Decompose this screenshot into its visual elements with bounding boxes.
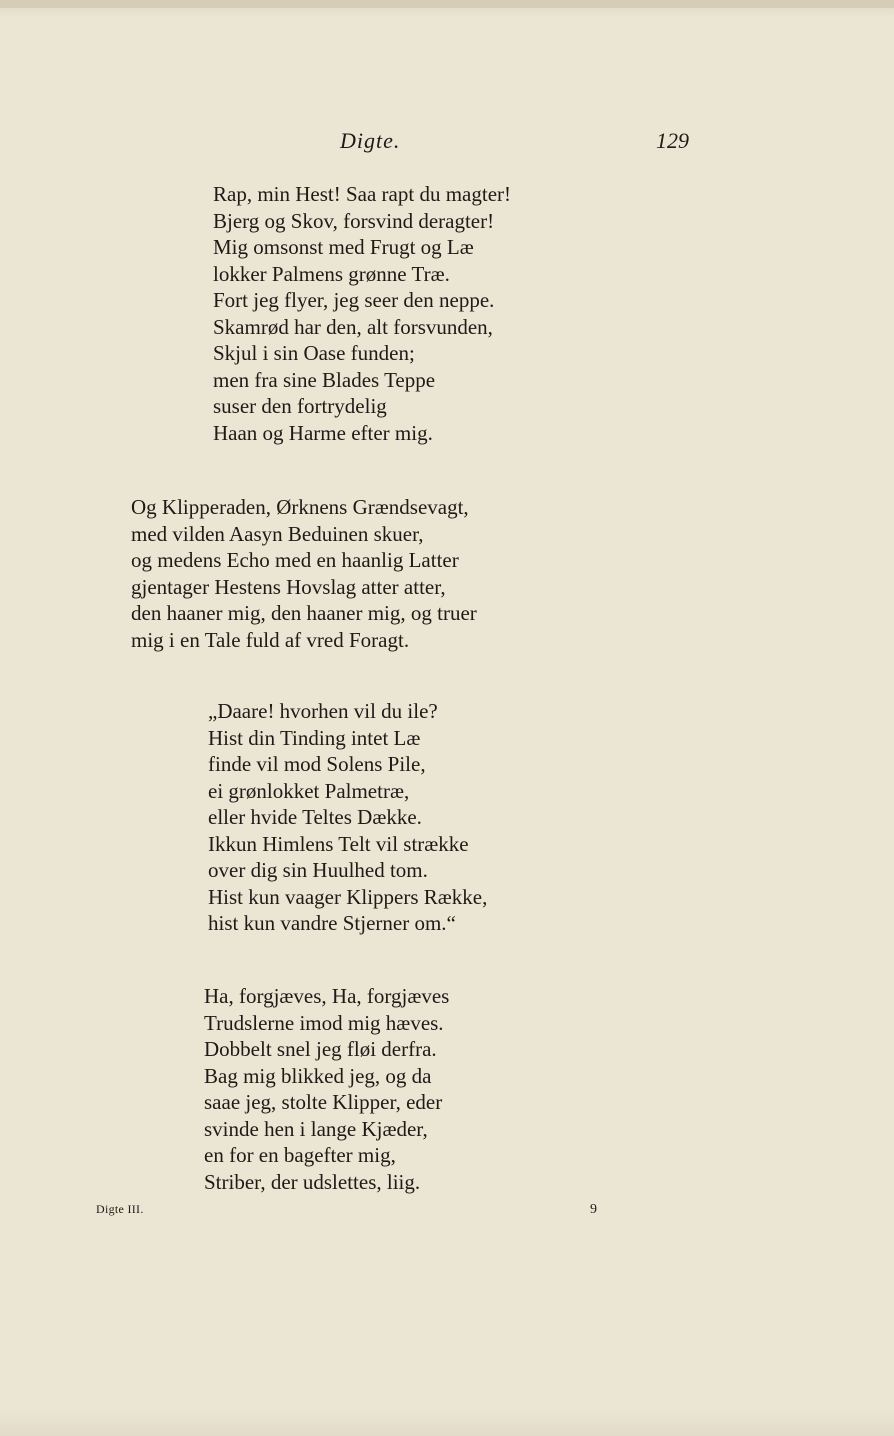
poem-line: Og Klipperaden, Ørknens Grændsevagt, bbox=[131, 495, 469, 519]
poem-line: Haan og Harme efter mig. bbox=[213, 420, 433, 445]
poem-line: men fra sine Blades Teppe bbox=[213, 367, 436, 392]
poem-line: hist kun vandre Stjerner om.“ bbox=[208, 911, 456, 935]
page-top-edge bbox=[0, 0, 894, 8]
poem-line: Dobbelt snel jeg fløi derfra. bbox=[204, 1037, 437, 1061]
poem-line: mig i en Tale fuld af vred Foragt. bbox=[131, 627, 410, 652]
page-number: 129 bbox=[656, 128, 689, 153]
poem-line: suser den fortrydelig bbox=[213, 394, 387, 418]
stanza-1 bbox=[213, 181, 511, 446]
poem-line: den haaner mig, den haaner mig, og truer bbox=[131, 601, 477, 625]
poem-line: og medens Echo med en haanlig Latter bbox=[131, 548, 459, 572]
poem-line: lokker Palmens grønne Træ. bbox=[213, 261, 450, 286]
poem-line: Bjerg og Skov, forsvind deragter! bbox=[213, 208, 495, 233]
poem-line: Ha, forgjæves, Ha, forgjæves bbox=[204, 984, 450, 1008]
poem-line: Ikkun Himlens Telt vil strække bbox=[208, 831, 469, 856]
poem-line: ei grønlokket Palmetræ, bbox=[208, 778, 410, 803]
sheet-number: 9 bbox=[590, 1202, 597, 1217]
poem-line: „Daare! hvorhen vil du ile? bbox=[208, 699, 438, 723]
poem-line: eller hvide Teltes Dække. bbox=[208, 805, 422, 829]
signature-mark: Digte III. bbox=[96, 1202, 144, 1216]
poem-line: Skamrød har den, alt forsvunden, bbox=[213, 314, 493, 339]
poem-line: Hist din Tinding intet Læ bbox=[208, 725, 421, 750]
poem-line: svinde hen i lange Kjæder, bbox=[204, 1116, 428, 1141]
poem-line: Skjul i sin Oase funden; bbox=[213, 341, 415, 365]
poem-line: Mig omsonst med Frugt og Læ bbox=[213, 235, 474, 259]
stanza-4 bbox=[204, 983, 449, 1195]
poem-line: Hist kun vaager Klippers Række, bbox=[208, 884, 488, 909]
running-title: Digte. bbox=[340, 128, 401, 153]
poem-line: gjentager Hestens Hovslag atter atter, bbox=[131, 574, 446, 599]
poem-line: finde vil mod Solens Pile, bbox=[208, 752, 426, 776]
stanza-3 bbox=[208, 698, 487, 937]
poem-line: Fort jeg flyer, jeg seer den neppe. bbox=[213, 288, 495, 312]
poem-line: Trudslerne imod mig hæves. bbox=[204, 1010, 444, 1035]
stanza-2 bbox=[131, 494, 477, 653]
poem-line: Rap, min Hest! Saa rapt du magter! bbox=[213, 182, 511, 206]
poem-line: saae jeg, stolte Klipper, eder bbox=[204, 1090, 443, 1114]
poem-line: Bag mig blikked jeg, og da bbox=[204, 1063, 432, 1088]
poem-line: Striber, der udslettes, liig. bbox=[204, 1169, 421, 1194]
poem-line: over dig sin Huulhed tom. bbox=[208, 858, 428, 882]
poem-line: med vilden Aasyn Beduinen skuer, bbox=[131, 521, 424, 546]
poem-line: en for en bagefter mig, bbox=[204, 1143, 396, 1167]
